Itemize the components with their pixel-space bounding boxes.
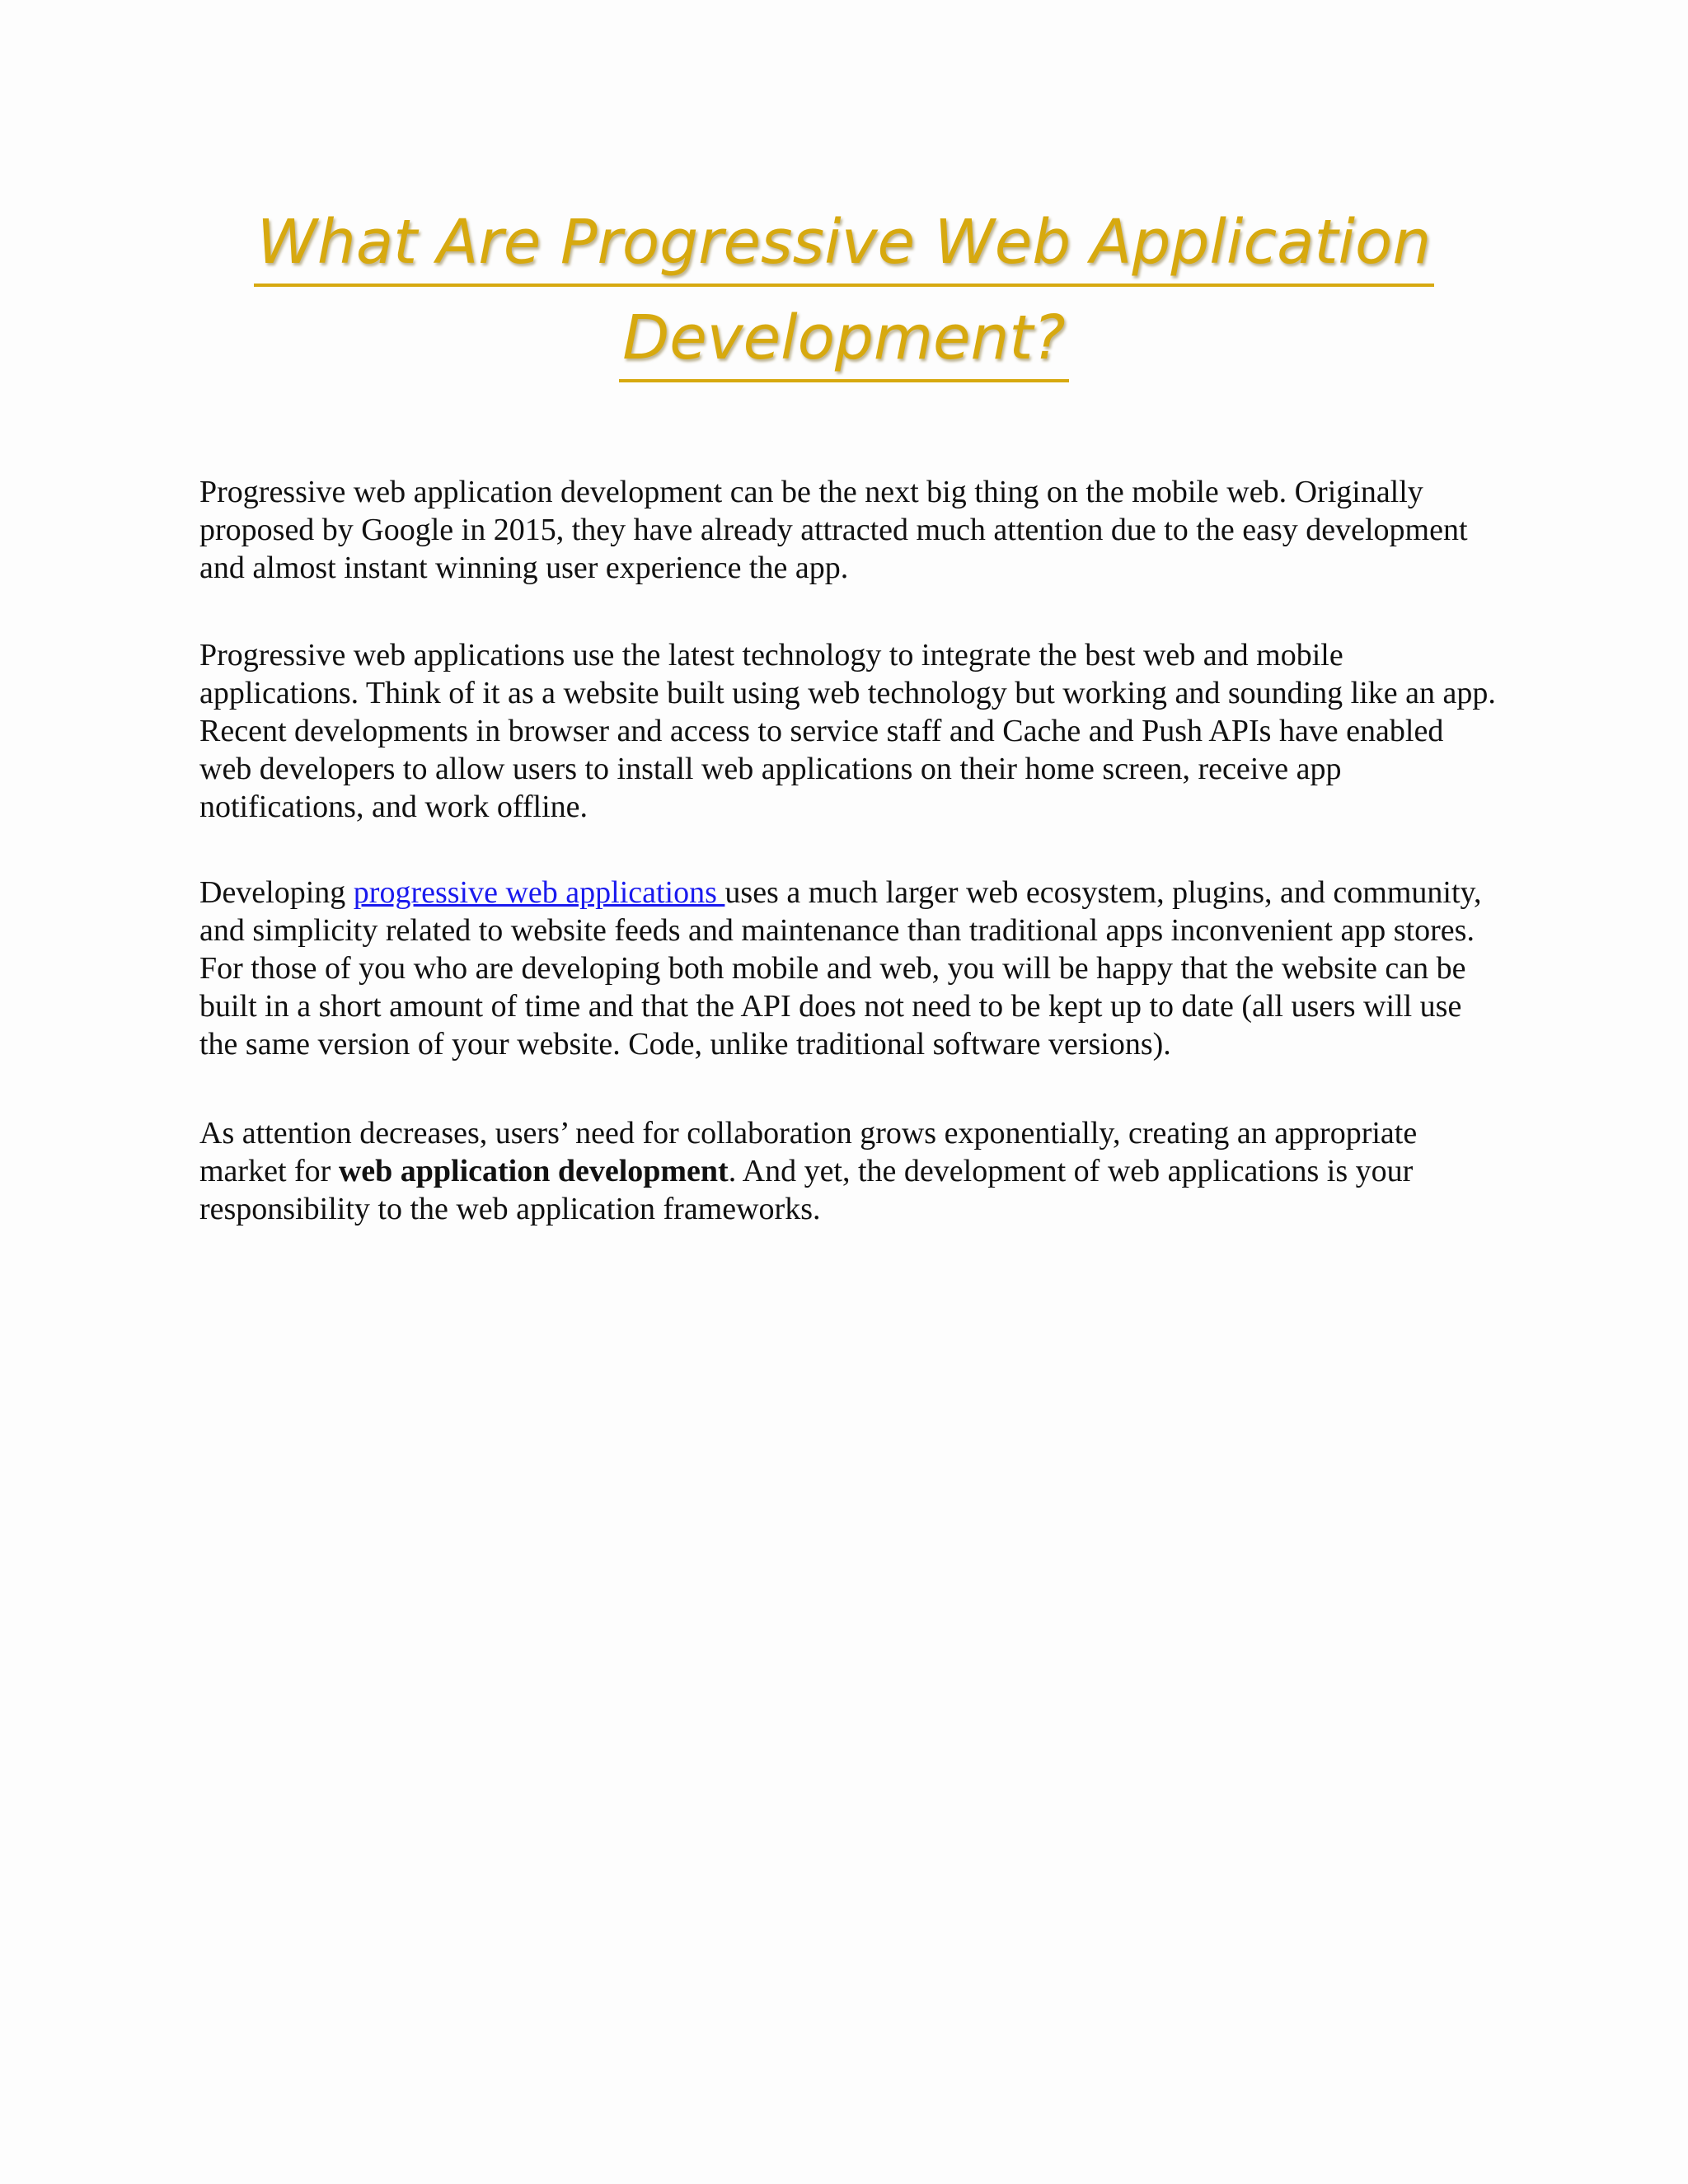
paragraph-4-lead: As attention decreases, users’ need for collaboration grows exponentially, creating an appropriate market for [199, 1116, 1418, 1188]
paragraph-4 [199, 1114, 1502, 1228]
document-body [199, 473, 1502, 1277]
paragraph-3-rest: uses a much larger web ecosystem, plugins, and community, and simplicity related to website feeds and maintenance than traditional apps inconvenient app stores. For those of you who are developing both mobile and web, you will be happy that the website can be built in a short amount of time and that the API does not need to be kept up to date (all users will use the same version of your website. Code, unlike traditional software versions). [199, 875, 1482, 1062]
paragraph-2: Progressive web applications use the latest technology to integrate the best web and mobile applications. Think of it as a website built using web technology but working and sounding like an app. Recent developments in browser and access to service staff and Cache and Push APIs have enabled web developers to allow users to install web applications on their home screen, receive app notifications, and work offline. [199, 638, 1496, 824]
paragraph-4-bold-phrase: web application development [338, 1154, 729, 1188]
document-title [198, 194, 1490, 386]
progressive-web-applications-link[interactable]: progressive web applications [353, 875, 725, 910]
paragraph-4-rest: . And yet, the development of web applications is your responsibility to the web application frameworks. [199, 1154, 1414, 1226]
paragraph-3 [199, 874, 1502, 1063]
paragraph-1: Progressive web application development can be the next big thing on the mobile web. Originally proposed by Google in 2015, they have already attracted much attention due to the easy development and almost instant winning user experience the app. [199, 475, 1468, 585]
title-line-2: Development? [619, 297, 1068, 382]
title-line-1: What Are Progressive Web Application [254, 201, 1434, 287]
paragraph-3-lead: Developing [199, 875, 354, 910]
